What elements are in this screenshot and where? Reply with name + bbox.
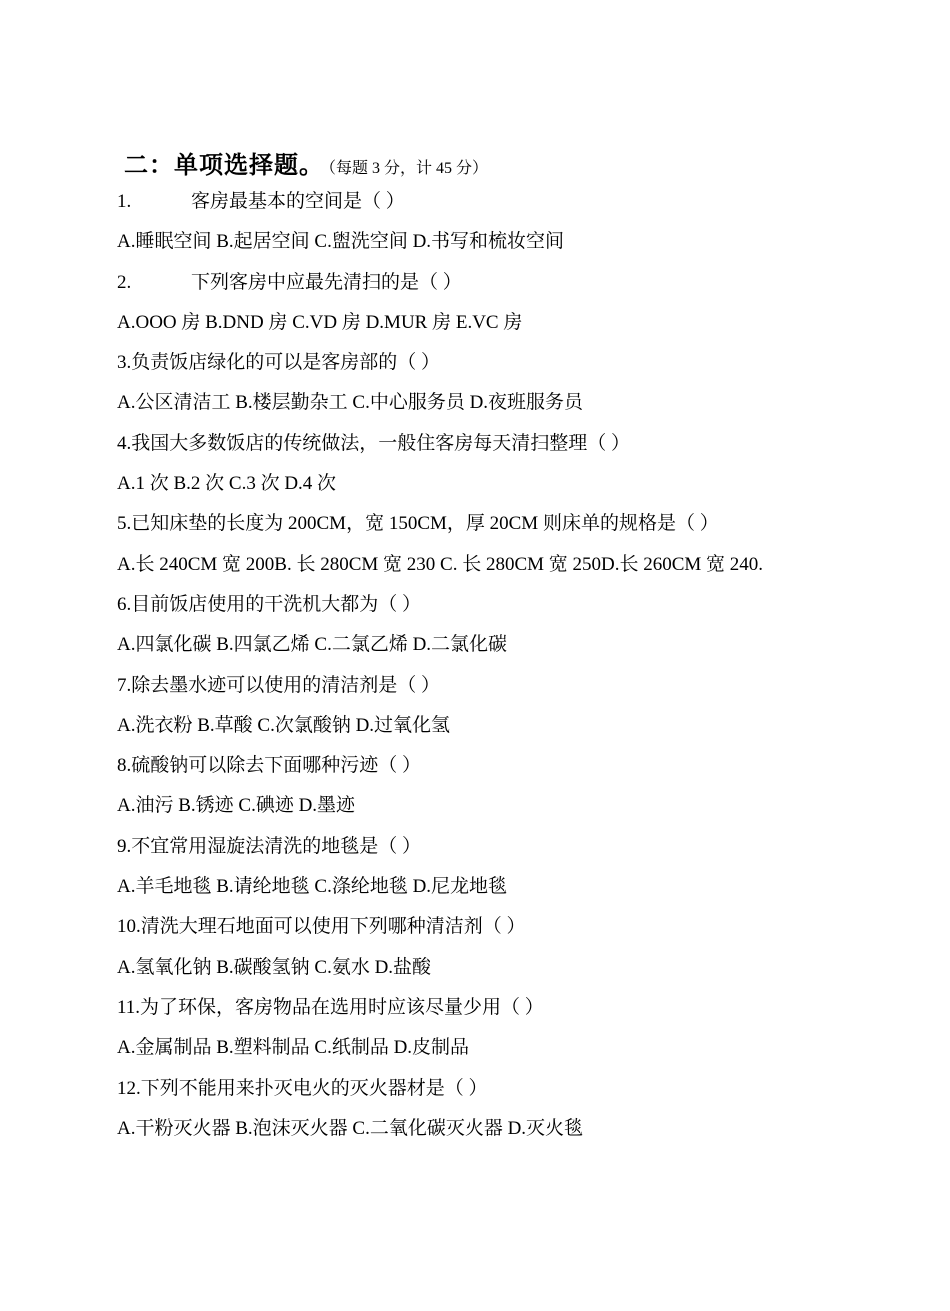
question-10-stem: 10.清洗大理石地面可以使用下列哪种清洁剂（ ）	[117, 916, 526, 938]
section-heading	[124, 145, 488, 180]
question-7-stem: 7.除去墨水迹可以使用的清洁剂是（ ）	[117, 674, 441, 696]
question-9-stem: 9.不宜常用湿旋法清洗的地毯是（ ）	[117, 835, 422, 857]
question-4-options: A.1 次 B.2 次 C.3 次 D.4 次	[117, 473, 337, 495]
question-4-stem: 4.我国大多数饭店的传统做法，一般住客房每天清扫整理（ ）	[117, 432, 631, 454]
question-5-stem: 5.已知床垫的长度为 200CM，宽 150CM，厚 20CM 则床单的规格是（ ）	[117, 513, 719, 535]
section-score-note: （每题 3 分，计 45 分）	[328, 160, 489, 177]
question-10-options: A.氢氧化钠 B.碳酸氢钠 C.氨水 D.盐酸	[117, 956, 432, 978]
question-6-stem: 6.目前饭店使用的干洗机大都为（ ）	[117, 593, 422, 615]
question-text: 下列客房中应最先清扫的是（ ）	[191, 271, 462, 293]
question-6-options: A.四氯化碳 B.四氯乙烯 C.二氯乙烯 D.二氯化碳	[117, 634, 508, 656]
question-number: 2.	[117, 271, 132, 293]
question-12-options: A.干粉灭火器 B.泡沫灭火器 C.二氧化碳灭火器 D.灭火毯	[117, 1117, 584, 1139]
question-9-options: A.羊毛地毯 B.请纶地毯 C.涤纶地毯 D.尼龙地毯	[117, 876, 508, 898]
question-3-stem: 3.负责饭店绿化的可以是客房部的（ ）	[117, 352, 441, 374]
question-7-options: A.洗衣粉 B.草酸 C.次氯酸钠 D.过氧化氢	[117, 714, 451, 736]
question-number: 1.	[117, 191, 132, 212]
question-1-options: A.睡眠空间 B.起居空间 C.盥洗空间 D.书写和梳妆空间	[117, 231, 565, 253]
question-2-options: A.OOO 房 B.DND 房 C.VD 房 D.MUR 房 E.VC 房	[117, 311, 523, 333]
question-12-stem: 12.下列不能用来扑灭电火的灭火器材是（ ）	[117, 1077, 488, 1099]
question-2-stem	[117, 267, 877, 307]
question-8-stem: 8.硫酸钠可以除去下面哪种污迹（ ）	[117, 755, 422, 777]
question-11-options: A.金属制品 B.塑料制品 C.纸制品 D.皮制品	[117, 1037, 470, 1059]
section-title: 二：单项选择题。	[124, 153, 324, 179]
question-text: 客房最基本的空间是（ ）	[191, 191, 405, 212]
question-1-stem	[117, 186, 877, 226]
question-8-options: A.油污 B.锈迹 C.碘迹 D.墨迹	[117, 795, 356, 817]
question-5-options: A.长 240CM 宽 200B. 长 280CM 宽 230 C. 长 280CM 宽 250D.长 260CM 宽 240.	[117, 553, 764, 575]
question-list	[117, 186, 877, 1153]
question-11-stem: 11.为了环保，客房物品在选用时应该尽量少用（ ）	[117, 996, 544, 1018]
question-3-options: A.公区清洁工 B.楼层勤杂工 C.中心服务员 D.夜班服务员	[117, 392, 584, 414]
